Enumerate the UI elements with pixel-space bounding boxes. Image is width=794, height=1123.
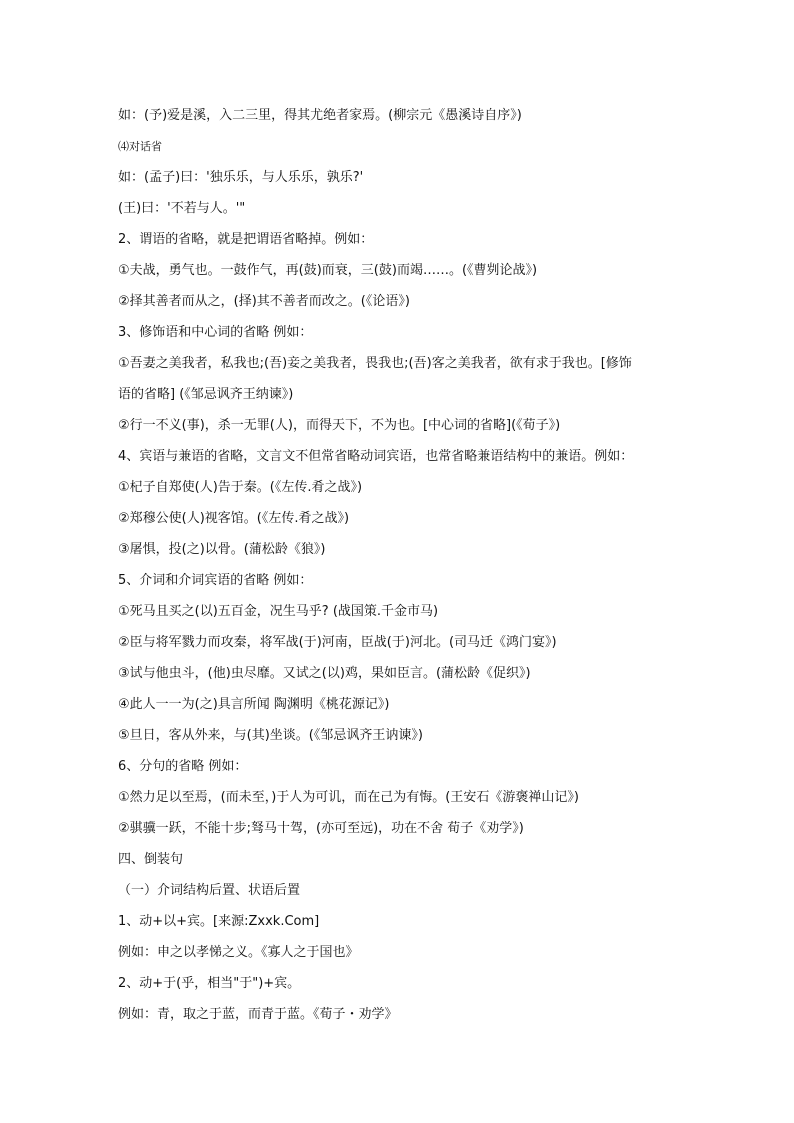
text-line-5: 2、谓语的省略，就是把谓语省略掉。例如： (118, 232, 374, 247)
text-line-20: ④此人一一为(之)具言所闻 陶渊明《桃花源记》) (118, 697, 390, 712)
text-line-24: ②骐骥一跃，不能十步;驽马十驾，(亦可至远)，功在不舍 荀子《劝学》) (118, 821, 524, 836)
text-line-12: 4、宾语与兼语的省略，文言文不但常省略动词宾语，也常省略兼语结构中的兼语。例如： (118, 449, 634, 464)
text-line-14: ②郑穆公使(人)视客馆。(《左传.肴之战》) (118, 511, 350, 526)
text-line-30: 例如：青，取之于蓝，而青于蓝。《荀子・劝学》 (118, 1007, 398, 1022)
text-line-16: 5、介词和介词宾语的省略 例如： (118, 573, 313, 588)
text-line-19: ③试与他虫斗，(他)虫尽靡。又试之(以)鸡，果如臣言。(蒲松龄《促织》) (118, 666, 531, 681)
text-line-21: ⑤旦日，客从外来，与(其)坐谈。(《邹忌讽齐王讷谏》) (118, 728, 423, 743)
text-line-13: ①杞子自郑使(人)告于秦。(《左传.肴之战》) (118, 480, 363, 495)
text-line-18: ②臣与将军戮力而攻秦，将军战(于)河南，臣战(于)河北。(司马迁《鸿门宴》) (118, 635, 557, 650)
text-line-25: 四、倒装句 (118, 852, 184, 867)
text-line-10: 语的省略] (《邹忌讽齐王纳谏》) (118, 387, 294, 402)
text-line-23: ①然力足以至焉，(而未至，)于人为可讥，而在己为有悔。(王安石《游褒禅山记》) (118, 790, 579, 805)
text-line-28: 例如：申之以孝悌之义。《寡人之于国也》 (118, 945, 359, 960)
text-line-4: (王)曰：'不若与人。'" (118, 201, 246, 216)
document-body (118, 100, 688, 1030)
text-line-7: ②择其善者而从之，(择)其不善者而改之。(《论语》) (118, 294, 410, 309)
text-line-1: 如：(予)爱是溪，入二三里，得其尤绝者家焉。(柳宗元《愚溪诗自序》) (118, 108, 522, 123)
text-line-8: 3、修饰语和中心词的省略 例如： (118, 325, 313, 340)
text-line-22: 6、分句的省略 例如： (118, 759, 248, 774)
text-line-9: ①吾妻之美我者，私我也;(吾)妾之美我者，畏我也;(吾)客之美我者，欲有求于我也。[修饰 (118, 356, 632, 371)
text-line-3: 如：(孟子)曰：'独乐乐，与人乐乐，孰乐?' (118, 170, 364, 185)
text-line-29: 2、动+于(乎，相当"于")+宾。 (118, 976, 301, 991)
text-line-26: （一）介词结构后置、状语后置 (118, 883, 301, 898)
text-line-17: ①死马且买之(以)五百金，况生马乎? (战国策.千金市马) (118, 604, 439, 619)
text-line-6: ①夫战，勇气也。一鼓作气，再(鼓)而衰，三(鼓)而竭……。(《曹刿论战》) (118, 263, 538, 278)
text-line-27: 1、动+以+宾。[来源:Zxxk.Com] (118, 914, 320, 929)
text-line-2: ⑷对话省 (118, 140, 162, 153)
text-line-15: ③屠惧，投(之)以骨。(蒲松龄《狼》) (118, 542, 326, 557)
text-line-11: ②行一不义(事)，杀一无罪(人)，而得天下，不为也。[中心词的省略](《荀子》) (118, 418, 561, 433)
